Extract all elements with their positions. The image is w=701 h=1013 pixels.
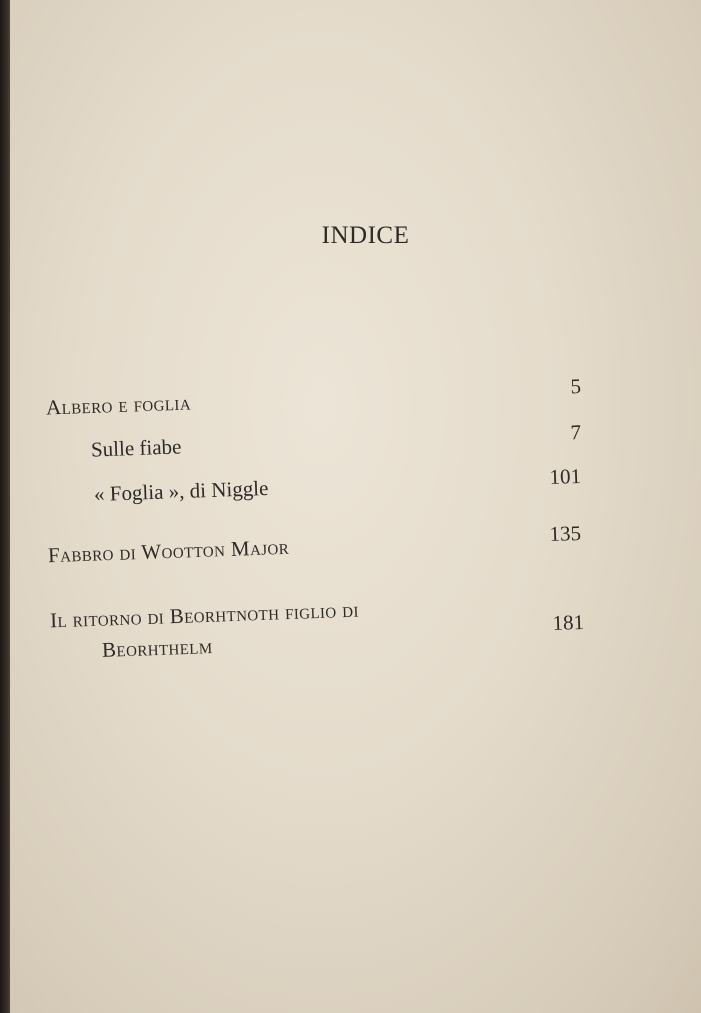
- toc-entry-page: 101: [549, 463, 582, 490]
- toc-entry-page: 181: [552, 609, 585, 636]
- toc-entry-label: Fabbro di Wootton Major: [47, 534, 290, 568]
- toc-entry-page: 5: [570, 373, 582, 399]
- book-page: [10, 0, 701, 1013]
- toc-entry-label: Sulle fiabe: [90, 434, 182, 462]
- toc-entry-page: 7: [570, 419, 582, 445]
- toc-entry-label: Il ritorno di Beorhtnoth figlio di: [49, 597, 360, 633]
- toc-entry-label: « Foglia », di Niggle: [93, 475, 269, 507]
- toc-entry-label: Albero e foglia: [45, 390, 192, 420]
- toc-entry-label-continued: Beorhthelm: [101, 634, 213, 662]
- toc-entry-page: 135: [549, 520, 582, 547]
- page-title: INDICE: [321, 222, 410, 249]
